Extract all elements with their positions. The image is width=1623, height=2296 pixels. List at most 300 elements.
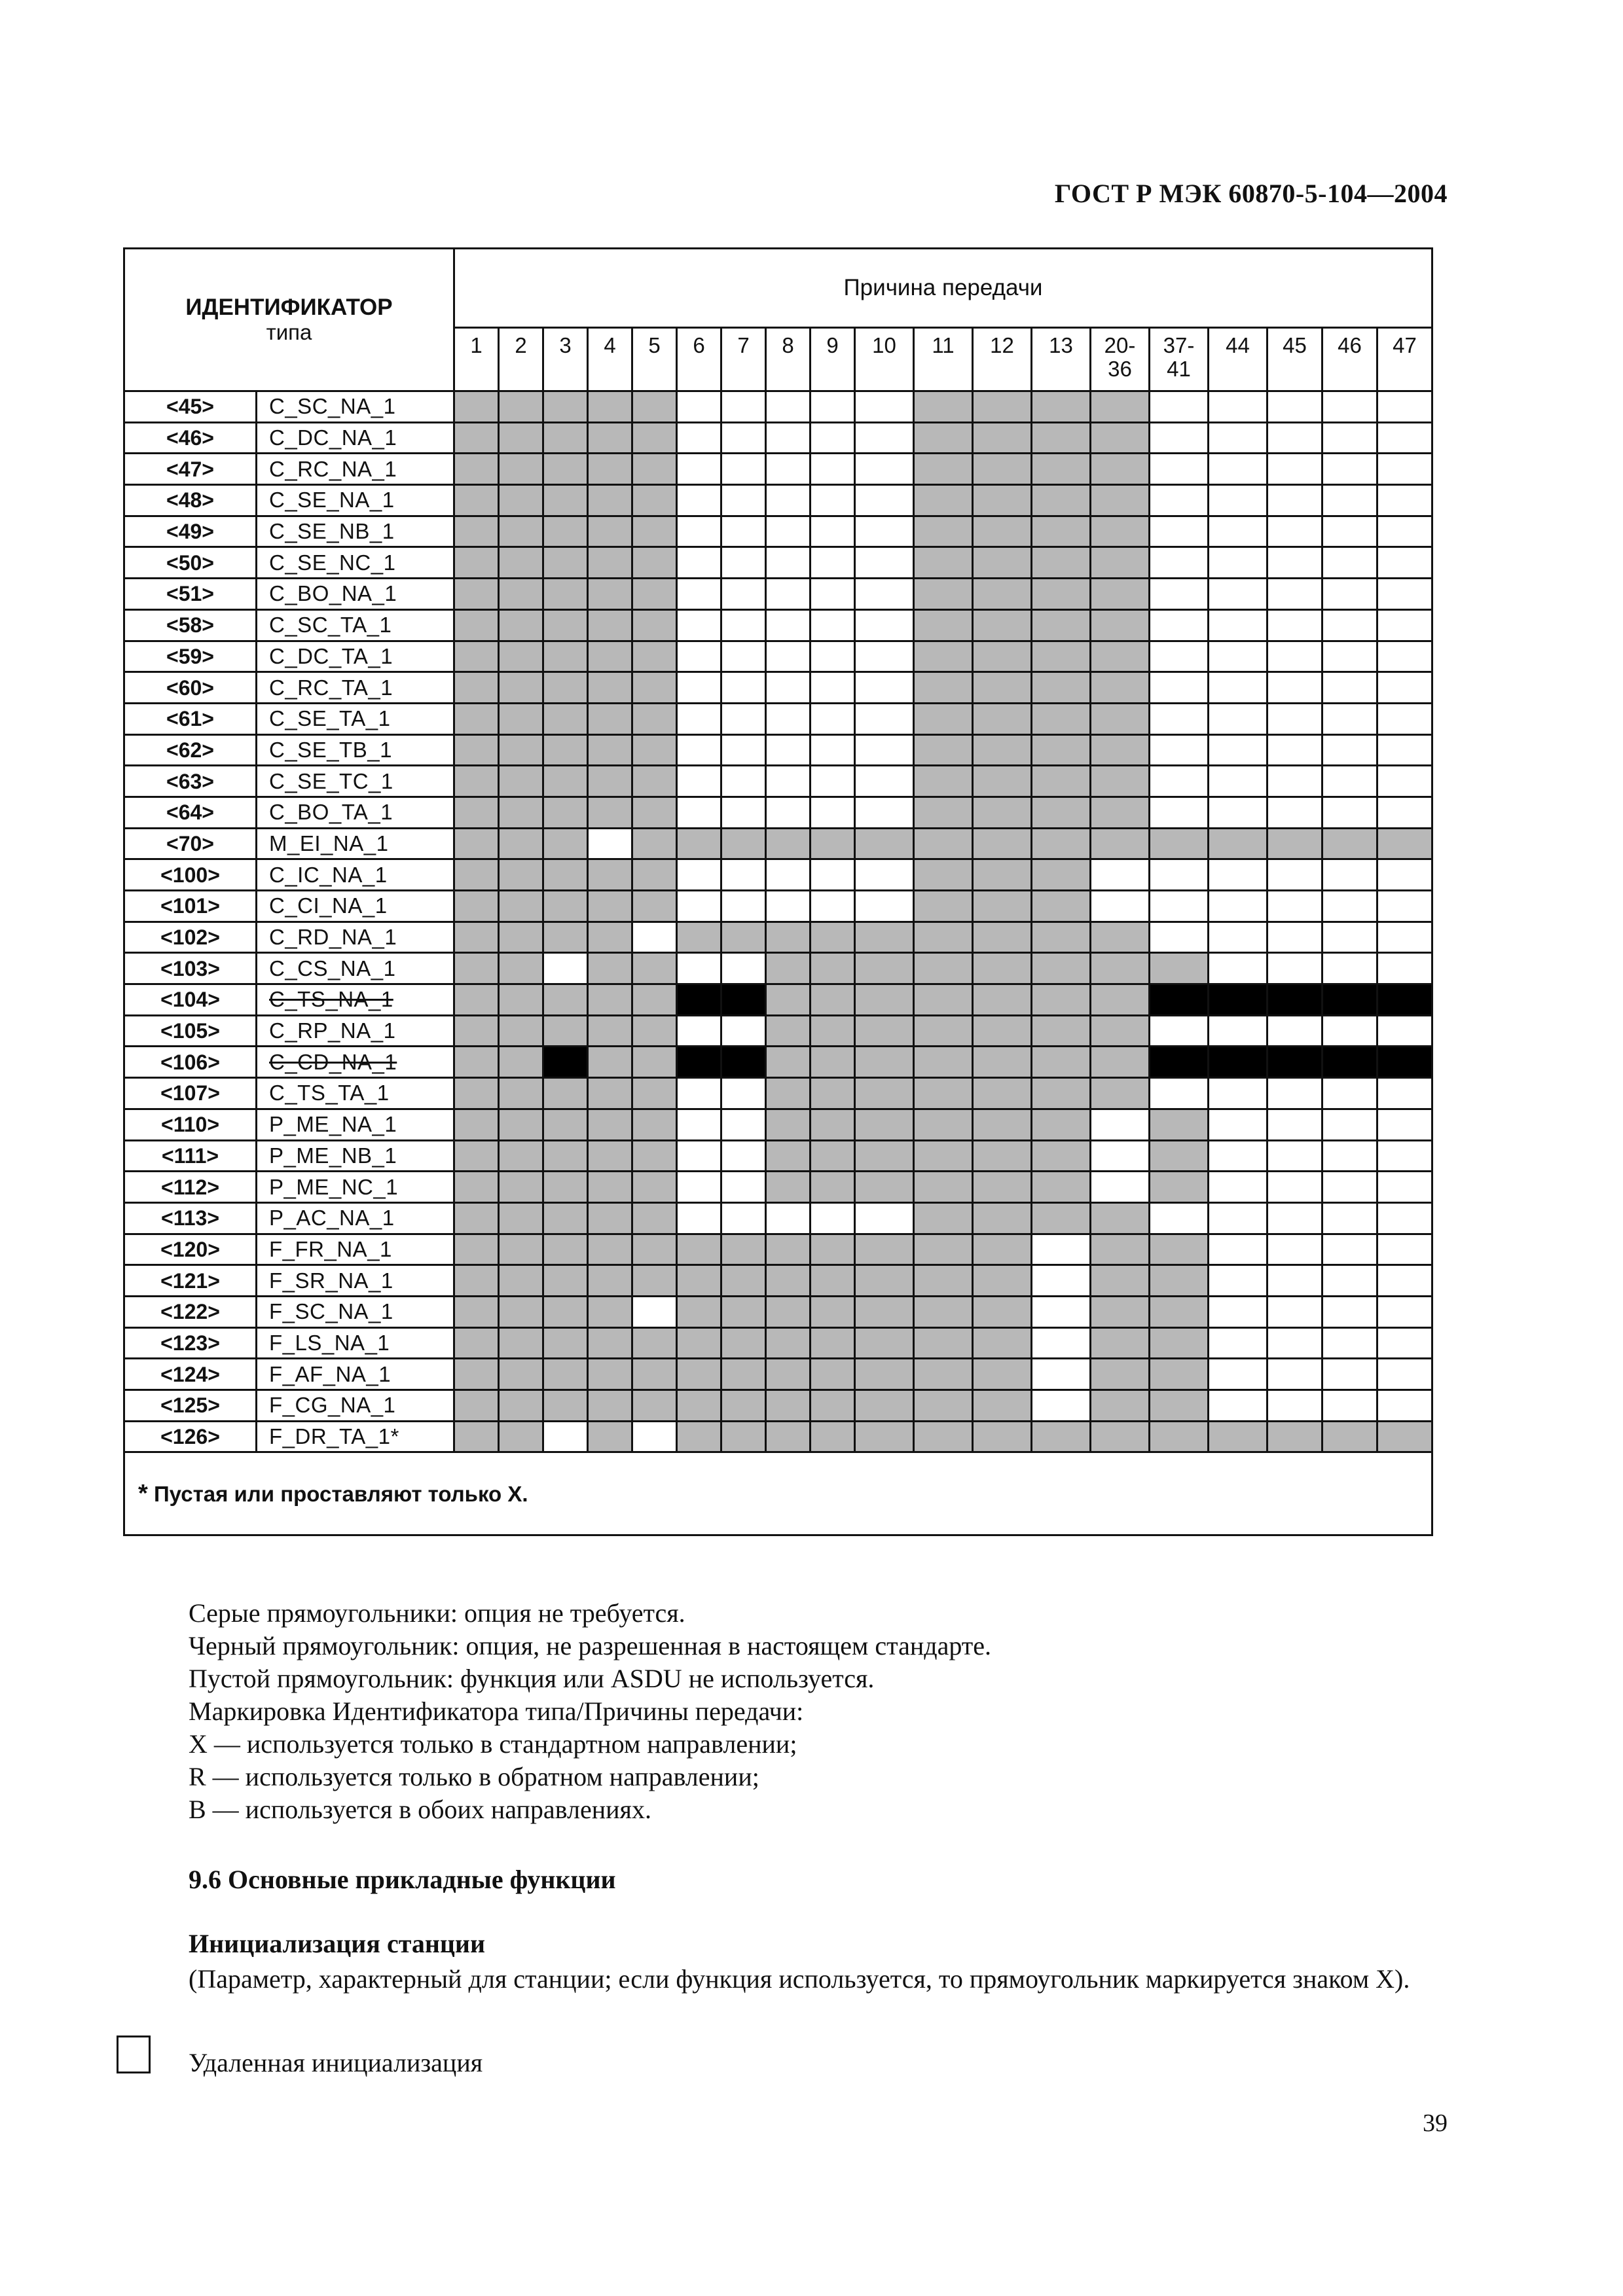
- type-name-cell: F_CG_NA_1: [257, 1390, 454, 1422]
- cause-cell: [1032, 766, 1091, 797]
- cause-cell: [766, 1390, 811, 1422]
- cause-cell: [543, 953, 588, 984]
- cause-cell: [499, 1202, 543, 1234]
- cause-cell: [1091, 828, 1150, 859]
- table-row: [124, 641, 1432, 672]
- cause-cell: [721, 672, 766, 704]
- cause-cell: [677, 859, 721, 891]
- section-title: 9.6 Основные прикладные функции: [189, 1865, 616, 1894]
- cause-cell: [677, 516, 721, 547]
- cause-cell: [1267, 1172, 1322, 1203]
- cause-cell: [855, 797, 914, 828]
- cause-cell: [588, 1140, 632, 1172]
- cause-cell: [855, 485, 914, 516]
- cause-cell: [1209, 516, 1267, 547]
- type-name-cell: C_CD_NA_1: [257, 1047, 454, 1078]
- cause-cell: [1377, 1265, 1432, 1297]
- cause-cell: [1322, 1047, 1377, 1078]
- cause-cell: [499, 609, 543, 641]
- cause-cell: [914, 1140, 973, 1172]
- table-row: [124, 953, 1432, 984]
- cause-cell: [811, 1172, 855, 1203]
- cause-cell: [1377, 859, 1432, 891]
- cause-cell: [855, 641, 914, 672]
- cause-cell: [1150, 828, 1209, 859]
- cause-cell: [1032, 1390, 1091, 1422]
- cause-cell: [1377, 953, 1432, 984]
- cause-cell: [1150, 859, 1209, 891]
- cause-cell: [1377, 1078, 1432, 1109]
- cause-cell: [499, 1359, 543, 1390]
- cause-cell: [1377, 547, 1432, 579]
- cause-cell: [1150, 1265, 1209, 1297]
- cause-cell: [855, 422, 914, 454]
- cause-cell: [1091, 734, 1150, 766]
- cause-cell: [1322, 422, 1377, 454]
- type-id-cell: <107>: [124, 1078, 257, 1109]
- cause-cell: [1322, 953, 1377, 984]
- cause-cell: [1377, 1359, 1432, 1390]
- subsection-title: Инициализация станции: [189, 1929, 486, 1958]
- cause-cell: [1032, 1202, 1091, 1234]
- cause-cell: [1267, 422, 1322, 454]
- cause-cell: [1209, 391, 1267, 423]
- cause-cell: [543, 1265, 588, 1297]
- cause-cell: [632, 1015, 677, 1047]
- cause-cell: [811, 609, 855, 641]
- cause-cell: [1091, 1265, 1150, 1297]
- cause-cell: [499, 984, 543, 1016]
- cause-cell: [632, 859, 677, 891]
- cause-cell: [1032, 859, 1091, 891]
- cause-cell: [499, 1390, 543, 1422]
- cause-cell: [766, 609, 811, 641]
- cause-cell: [454, 1265, 499, 1297]
- cause-cell: [1377, 703, 1432, 734]
- cause-cell: [1091, 422, 1150, 454]
- cause-cell: [1150, 922, 1209, 953]
- cause-cell: [588, 391, 632, 423]
- cause-cell: [1267, 579, 1322, 610]
- cause-cell: [454, 1015, 499, 1047]
- cause-cell: [1091, 1390, 1150, 1422]
- cause-cell: [1377, 1296, 1432, 1327]
- cause-cell: [1209, 859, 1267, 891]
- type-id-cell: <110>: [124, 1109, 257, 1140]
- cause-cell: [677, 797, 721, 828]
- cause-cell: [1150, 953, 1209, 984]
- cause-cell: [973, 1140, 1032, 1172]
- cause-cell: [1209, 1390, 1267, 1422]
- cause-cell: [721, 422, 766, 454]
- cause-cell: [499, 516, 543, 547]
- cause-cell: [1150, 579, 1209, 610]
- cause-cell: [1032, 734, 1091, 766]
- cause-cell: [721, 1327, 766, 1359]
- cause-cell: [855, 579, 914, 610]
- cause-cell: [1267, 953, 1322, 984]
- cause-cell: [1209, 891, 1267, 922]
- cause-cell: [721, 485, 766, 516]
- table-row: [124, 828, 1432, 859]
- remote-initialization-checkbox[interactable]: [117, 2036, 151, 2073]
- cause-cell: [973, 1015, 1032, 1047]
- cause-cell: [811, 516, 855, 547]
- cause-cell: [677, 1172, 721, 1203]
- cause-cell: [766, 828, 811, 859]
- cause-cell: [973, 422, 1032, 454]
- remote-initialization-label: Удаленная инициализация: [189, 2048, 483, 2077]
- cause-cell: [543, 1015, 588, 1047]
- cause-cell: [914, 1296, 973, 1327]
- cause-cell: [766, 984, 811, 1016]
- cause-cell: [914, 1359, 973, 1390]
- table-row: [124, 547, 1432, 579]
- cause-cell: [914, 1109, 973, 1140]
- cause-cell: [1377, 1327, 1432, 1359]
- cause-cell: [588, 1327, 632, 1359]
- cause-cell: [811, 1390, 855, 1422]
- cause-cell: [543, 703, 588, 734]
- type-id-cell: <63>: [124, 766, 257, 797]
- type-name-cell: F_FR_NA_1: [257, 1234, 454, 1265]
- cause-cell: [1322, 703, 1377, 734]
- cause-cell: [766, 766, 811, 797]
- cause-cell: [632, 1265, 677, 1297]
- cause-cell: [1032, 579, 1091, 610]
- cause-cell: [1032, 891, 1091, 922]
- cause-cell: [1091, 641, 1150, 672]
- cause-cell: [543, 734, 588, 766]
- cause-cell: [588, 1421, 632, 1452]
- cause-cell: [588, 703, 632, 734]
- cause-cell: [1032, 1140, 1091, 1172]
- cause-cell: [1322, 922, 1377, 953]
- cause-cell: [914, 1172, 973, 1203]
- cause-cell: [855, 891, 914, 922]
- cause-cell: [811, 859, 855, 891]
- cause-cell: [1150, 797, 1209, 828]
- cause-cell: [914, 1265, 973, 1297]
- cause-cell: [1377, 891, 1432, 922]
- cause-cell: [1209, 1172, 1267, 1203]
- cause-cell: [1032, 1109, 1091, 1140]
- cause-cell: [914, 641, 973, 672]
- cause-cell: [855, 922, 914, 953]
- type-name-cell: C_DC_NA_1: [257, 422, 454, 454]
- cause-column-header: 45: [1267, 328, 1322, 391]
- cause-cell: [632, 454, 677, 485]
- type-name-cell: F_LS_NA_1: [257, 1327, 454, 1359]
- type-id-cell: <120>: [124, 1234, 257, 1265]
- cause-cell: [588, 641, 632, 672]
- cause-cell: [1032, 547, 1091, 579]
- cause-cell: [766, 391, 811, 423]
- legend-line: B — используется в обоих направлениях.: [189, 1795, 651, 1824]
- type-id-cell: <61>: [124, 703, 257, 734]
- cause-cell: [1032, 984, 1091, 1016]
- cause-cell: [855, 454, 914, 485]
- cause-cell: [543, 828, 588, 859]
- cause-cell: [588, 422, 632, 454]
- type-name-cell: C_SE_NA_1: [257, 485, 454, 516]
- cause-cell: [1377, 1234, 1432, 1265]
- cause-cell: [1032, 1078, 1091, 1109]
- type-name-cell: P_ME_NC_1: [257, 1172, 454, 1203]
- cause-cell: [1267, 1078, 1322, 1109]
- table-row: [124, 1234, 1432, 1265]
- table-row: [124, 1078, 1432, 1109]
- cause-cell: [721, 609, 766, 641]
- cause-cell: [855, 1202, 914, 1234]
- cause-cell: [855, 1390, 914, 1422]
- cause-cell: [1209, 797, 1267, 828]
- page-number: 39: [1423, 2109, 1448, 2137]
- cause-cell: [632, 984, 677, 1016]
- type-name-cell: C_TS_TA_1: [257, 1078, 454, 1109]
- table-row: [124, 1202, 1432, 1234]
- cause-cell: [855, 1109, 914, 1140]
- cause-cell: [543, 1327, 588, 1359]
- cause-cell: [454, 485, 499, 516]
- cause-cell: [1032, 516, 1091, 547]
- cause-column-header: 37- 41: [1150, 328, 1209, 391]
- cause-cell: [1209, 485, 1267, 516]
- cause-cell: [914, 422, 973, 454]
- type-identifier-header-line1: ИДЕНТИФИКАТОР: [185, 294, 393, 320]
- cause-cell: [543, 1359, 588, 1390]
- type-name-cell: P_AC_NA_1: [257, 1202, 454, 1234]
- cause-cell: [1322, 672, 1377, 704]
- cause-cell: [1377, 641, 1432, 672]
- type-cause-table: [123, 247, 1433, 1536]
- cause-cell: [766, 703, 811, 734]
- cause-cell: [588, 984, 632, 1016]
- cause-cell: [811, 1359, 855, 1390]
- cause-cell: [1267, 828, 1322, 859]
- cause-cell: [1032, 828, 1091, 859]
- cause-cell: [973, 1234, 1032, 1265]
- cause-cell: [914, 1390, 973, 1422]
- cause-cell: [1377, 984, 1432, 1016]
- cause-cell: [677, 984, 721, 1016]
- type-name-cell: C_TS_NA_1: [257, 984, 454, 1016]
- cause-cell: [1267, 1234, 1322, 1265]
- cause-cell: [811, 1015, 855, 1047]
- cause-cell: [973, 516, 1032, 547]
- cause-cell: [973, 859, 1032, 891]
- cause-column-header: 9: [811, 328, 855, 391]
- cause-cell: [499, 1421, 543, 1452]
- type-id-cell: <58>: [124, 609, 257, 641]
- cause-cell: [721, 391, 766, 423]
- cause-cell: [1377, 1047, 1432, 1078]
- legend-line: Пустой прямоугольник: функция или ASDU не используется.: [189, 1664, 875, 1693]
- cause-cell: [543, 859, 588, 891]
- cause-cell: [811, 579, 855, 610]
- table-row: [124, 1327, 1432, 1359]
- cause-cell: [1032, 922, 1091, 953]
- type-id-cell: <62>: [124, 734, 257, 766]
- cause-cell: [588, 1078, 632, 1109]
- cause-cell: [1209, 1109, 1267, 1140]
- cause-cell: [811, 1327, 855, 1359]
- cause-cell: [1150, 1078, 1209, 1109]
- cause-cell: [1377, 516, 1432, 547]
- type-id-cell: <126>: [124, 1421, 257, 1452]
- cause-cell: [811, 703, 855, 734]
- cause-cell: [1209, 1078, 1267, 1109]
- cause-cell: [543, 1202, 588, 1234]
- cause-cell: [499, 922, 543, 953]
- cause-cell: [855, 1359, 914, 1390]
- cause-cell: [811, 1109, 855, 1140]
- table-row: [124, 1140, 1432, 1172]
- cause-cell: [632, 672, 677, 704]
- cause-cell: [677, 641, 721, 672]
- cause-cell: [766, 1296, 811, 1327]
- table-row: [124, 1047, 1432, 1078]
- cause-cell: [1091, 1078, 1150, 1109]
- cause-cell: [1267, 516, 1322, 547]
- cause-cell: [454, 766, 499, 797]
- cause-cell: [677, 1047, 721, 1078]
- table-row: [124, 1015, 1432, 1047]
- cause-cell: [914, 953, 973, 984]
- cause-cell: [1377, 422, 1432, 454]
- cause-cell: [1150, 984, 1209, 1016]
- cause-cell: [973, 1421, 1032, 1452]
- cause-cell: [766, 547, 811, 579]
- cause-cell: [914, 766, 973, 797]
- cause-cell: [1209, 579, 1267, 610]
- cause-cell: [543, 891, 588, 922]
- cause-cell: [1209, 1327, 1267, 1359]
- cause-cell: [1322, 1234, 1377, 1265]
- type-name-cell: C_SC_TA_1: [257, 609, 454, 641]
- cause-cell: [1091, 859, 1150, 891]
- cause-column-header: 10: [855, 328, 914, 391]
- cause-cell: [1267, 609, 1322, 641]
- cause-cell: [973, 1047, 1032, 1078]
- cause-cell: [1091, 516, 1150, 547]
- cause-cell: [1209, 1202, 1267, 1234]
- cause-cell: [543, 797, 588, 828]
- cause-cell: [632, 422, 677, 454]
- cause-cell: [1209, 547, 1267, 579]
- cause-cell: [1322, 859, 1377, 891]
- cause-cell: [973, 984, 1032, 1016]
- cause-cell: [454, 797, 499, 828]
- cause-cell: [588, 1265, 632, 1297]
- cause-cell: [1209, 1421, 1267, 1452]
- cause-cell: [721, 1078, 766, 1109]
- cause-cell: [914, 984, 973, 1016]
- cause-cell: [632, 516, 677, 547]
- cause-cell: [1322, 485, 1377, 516]
- cause-cell: [1032, 391, 1091, 423]
- cause-cell: [914, 859, 973, 891]
- cause-cell: [1091, 984, 1150, 1016]
- type-name-cell: C_CS_NA_1: [257, 953, 454, 984]
- cause-cell: [855, 828, 914, 859]
- cause-cell: [811, 734, 855, 766]
- cause-cell: [454, 1234, 499, 1265]
- cause-cell: [973, 1265, 1032, 1297]
- cause-cell: [1091, 1015, 1150, 1047]
- cause-cell: [855, 1078, 914, 1109]
- cause-cell: [1267, 1296, 1322, 1327]
- cause-cell: [632, 828, 677, 859]
- cause-cell: [914, 1327, 973, 1359]
- cause-cell: [1377, 391, 1432, 423]
- legend: [189, 1597, 991, 1826]
- cause-cell: [973, 797, 1032, 828]
- cause-column-header: 13: [1032, 328, 1091, 391]
- cause-cell: [1209, 1359, 1267, 1390]
- cause-cell: [1032, 1327, 1091, 1359]
- cause-cell: [1032, 703, 1091, 734]
- cause-cell: [1267, 1327, 1322, 1359]
- cause-cell: [543, 641, 588, 672]
- cause-cell: [454, 641, 499, 672]
- cause-cell: [454, 1047, 499, 1078]
- cause-cell: [677, 1015, 721, 1047]
- cause-cell: [1091, 485, 1150, 516]
- type-name-cell: P_ME_NA_1: [257, 1109, 454, 1140]
- cause-cell: [1091, 953, 1150, 984]
- cause-cell: [721, 454, 766, 485]
- cause-cell: [721, 641, 766, 672]
- cause-cell: [499, 485, 543, 516]
- cause-cell: [973, 1327, 1032, 1359]
- cause-cell: [499, 641, 543, 672]
- cause-cell: [1377, 922, 1432, 953]
- type-id-cell: <70>: [124, 828, 257, 859]
- cause-cell: [632, 547, 677, 579]
- cause-cell: [677, 422, 721, 454]
- cause-cell: [1267, 1390, 1322, 1422]
- cause-cell: [1267, 391, 1322, 423]
- cause-cell: [1267, 734, 1322, 766]
- cause-cell: [543, 454, 588, 485]
- cause-cell: [811, 485, 855, 516]
- cause-cell: [632, 1327, 677, 1359]
- cause-cell: [632, 1359, 677, 1390]
- cause-cell: [973, 734, 1032, 766]
- type-id-cell: <51>: [124, 579, 257, 610]
- cause-cell: [1267, 1109, 1322, 1140]
- type-identifier-header: [124, 249, 454, 391]
- table-row: [124, 391, 1432, 423]
- cause-cell: [855, 1265, 914, 1297]
- cause-cell: [766, 1109, 811, 1140]
- type-name-cell: C_RC_TA_1: [257, 672, 454, 704]
- type-name-cell: C_SC_NA_1: [257, 391, 454, 423]
- cause-cell: [1322, 1015, 1377, 1047]
- cause-cell: [973, 1172, 1032, 1203]
- table-row: [124, 454, 1432, 485]
- type-id-cell: <60>: [124, 672, 257, 704]
- cause-cell: [1322, 1078, 1377, 1109]
- cause-cell: [811, 797, 855, 828]
- type-id-cell: <121>: [124, 1265, 257, 1297]
- cause-cell: [721, 1234, 766, 1265]
- cause-cell: [855, 1015, 914, 1047]
- subsection-text: (Параметр, характерный для станции; если функция используется, то прямоугольник маркируется знаком X).: [189, 1964, 1410, 1994]
- cause-cell: [811, 1202, 855, 1234]
- cause-cell: [855, 953, 914, 984]
